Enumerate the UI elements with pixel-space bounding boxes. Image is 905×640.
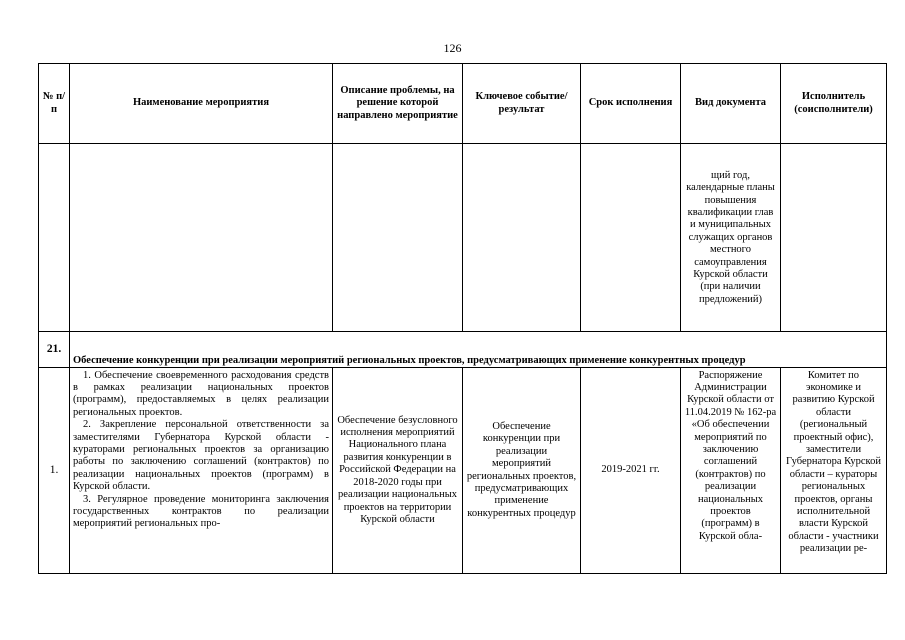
continuation-doc-cell: щий год, календарные планы повышения квалификации глав и муниципальных служащих органов местного самоуправления Курской области (при наличии предложений) xyxy=(681,144,781,332)
measure-3: 3. Регулярное проведение мониторинга заключения государственных контрактов по реализации мероприятий региональных про- xyxy=(73,493,329,530)
cell-empty xyxy=(333,144,463,332)
doc-cell xyxy=(681,368,781,574)
problem-cell: Обеспечение безусловного исполнения мероприятий Национального плана развития конкуренции в Российской Федерации на 2018-2020 годы при реализации национальных проектов на территории Курской области xyxy=(333,368,463,574)
table-row xyxy=(39,368,887,574)
cell-empty xyxy=(463,144,581,332)
executor-text: Комитет по экономике и развитию Курской области (региональный проектный офис), заместители Губернатора Курской области – кураторы региональных проектов, органы исполнительной власти Курской области - участники реализации ре- xyxy=(786,369,881,555)
event-cell: Обеспечение конкуренции при реализации мероприятий региональных проектов, предусматривающих применение конкурентных процедур xyxy=(463,368,581,574)
page-number: 126 xyxy=(443,41,462,55)
doc-text: Распоряжение Администрации Курской области от 11.04.2019 № 162-ра «Об обеспечении мероприятий по заключению соглашений (контрактов) по реализации национальных проектов (программ) в Курской обла- xyxy=(684,369,777,542)
term-cell: 2019-2021 гг. xyxy=(581,368,681,574)
activity-table xyxy=(38,63,887,574)
continuation-row xyxy=(39,144,887,332)
header-event: Ключевое событие/ результат xyxy=(463,64,581,144)
executor-cell xyxy=(781,368,887,574)
measures-cell xyxy=(70,368,333,574)
cell-empty xyxy=(70,144,333,332)
header-name: Наименование мероприятия xyxy=(70,64,333,144)
section-title: Обеспечение конкуренции при реализации мероприятий региональных проектов, предусматривающих применение конкурентных процедур xyxy=(70,332,887,368)
header-term: Срок исполнения xyxy=(581,64,681,144)
cell-empty xyxy=(581,144,681,332)
section-row xyxy=(39,332,887,368)
section-number: 21. xyxy=(39,332,70,368)
header-doc: Вид документа xyxy=(681,64,781,144)
header-problem: Описание проблемы, на решение которой направлено мероприятие xyxy=(333,64,463,144)
cell-empty xyxy=(781,144,887,332)
cell-empty xyxy=(39,144,70,332)
header-num: № п/п xyxy=(39,64,70,144)
table-header-row xyxy=(39,64,887,144)
header-executor: Исполнитель (соисполнители) xyxy=(781,64,887,144)
row-number: 1. xyxy=(39,368,70,574)
measure-2: 2. Закрепление персональной ответственности за заместителями Губернатора Курской области - кураторами региональных проектов за организацию работы по заключению соглашений (контрактов) по реализации национальных проектов (программ) в Курской области. xyxy=(73,419,329,493)
measure-1: 1. Обеспечение своевременного расходования средств в рамках реализации национальных проектов (программ), предоставляемых в целях реализации региональных проектов. xyxy=(73,369,329,418)
